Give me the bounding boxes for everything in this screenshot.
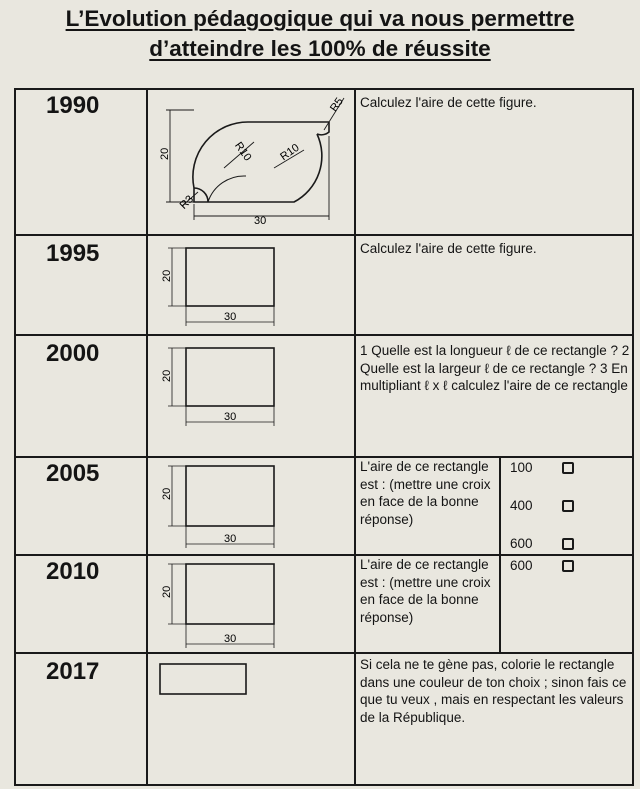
title-line-1: L’Evolution pédagogique qui va nous permettre [65, 6, 575, 31]
figure-1995 [156, 242, 286, 328]
answer-value: 600 [510, 536, 533, 551]
figure-1995-height-label: 20 [161, 269, 173, 282]
comparison-table [14, 88, 634, 786]
row-divider-2 [14, 334, 634, 336]
answer-option[interactable] [508, 556, 628, 575]
question-1995: Calculez l'aire de cette figure. [360, 241, 537, 256]
blank-rectangle [160, 664, 246, 694]
figure-1990-radius-c: R5 [327, 95, 346, 115]
year-1995: 1995 [46, 240, 100, 267]
answer-value: 400 [510, 498, 533, 513]
row-divider-5 [14, 652, 634, 654]
table-border-right [632, 88, 634, 786]
checkbox[interactable] [562, 538, 574, 550]
year-2000: 2000 [46, 340, 100, 367]
figure-2010 [156, 558, 286, 650]
figure-1990 [154, 92, 354, 232]
figure-2010-height-label: 20 [161, 585, 173, 598]
page-title [0, 4, 640, 64]
checkbox[interactable] [562, 560, 574, 572]
figure-1995-width-label: 30 [224, 311, 237, 323]
figure-2005-width-label: 30 [224, 533, 237, 545]
figure-2005-height-label: 20 [161, 487, 173, 500]
year-2005: 2005 [46, 460, 100, 487]
figure-2010-width-label: 30 [224, 633, 237, 645]
question-2005: L'aire de ce rectangle est : (mettre une croix en face de la bonne réponse) [360, 459, 491, 527]
year-2017: 2017 [46, 658, 100, 685]
answers-2010 [508, 556, 628, 594]
figure-2000-height-label: 20 [161, 369, 173, 382]
figure-2017 [158, 662, 250, 698]
question-2010: L'aire de ce rectangle est : (mettre une croix en face de la bonne réponse) [360, 557, 491, 625]
answer-option[interactable] [508, 458, 628, 477]
checkbox[interactable] [562, 500, 574, 512]
figure-1990-radius-b: R10 [278, 141, 302, 164]
question-2000: 1 Quelle est la longueur ℓ de ce rectangle ? 2 Quelle est la largeur ℓ de ce rectangle ? 3 En multipliant ℓ x ℓ calculez l'aire de ce rectangle [360, 343, 630, 393]
figure-2005 [156, 460, 286, 550]
answer-value: 100 [510, 460, 533, 475]
figure-2000-width-label: 30 [224, 411, 237, 423]
answer-option[interactable] [508, 496, 628, 515]
table-border-bottom [14, 784, 634, 786]
table-divider-figure [354, 88, 356, 786]
table-border-left [14, 88, 16, 786]
checkbox[interactable] [562, 462, 574, 474]
title-line-2: d’atteindre les 100% de réussite [149, 36, 491, 61]
answers-2005 [508, 458, 628, 572]
question-2017: Si cela ne te gène pas, colorie le rectangle dans une couleur de ton choix ; sinon fais ce que tu veux , mais en respectant les valeurs de la République. [360, 657, 627, 725]
figure-1990-width-label: 30 [254, 215, 267, 227]
year-2010: 2010 [46, 558, 100, 585]
answer-value: 600 [510, 558, 533, 573]
figure-2000 [156, 342, 286, 428]
question-1990: Calculez l'aire de cette figure. [360, 95, 537, 110]
table-divider-year [146, 88, 148, 786]
figure-1990-height-label: 20 [159, 147, 171, 160]
figure-1990-radius-a: R10 [232, 139, 254, 164]
row-divider-1 [14, 234, 634, 236]
table-border-top [14, 88, 634, 90]
answer-option[interactable] [508, 534, 628, 553]
year-1990: 1990 [46, 92, 100, 119]
figure-1990-radius-d: R3 [177, 193, 197, 212]
